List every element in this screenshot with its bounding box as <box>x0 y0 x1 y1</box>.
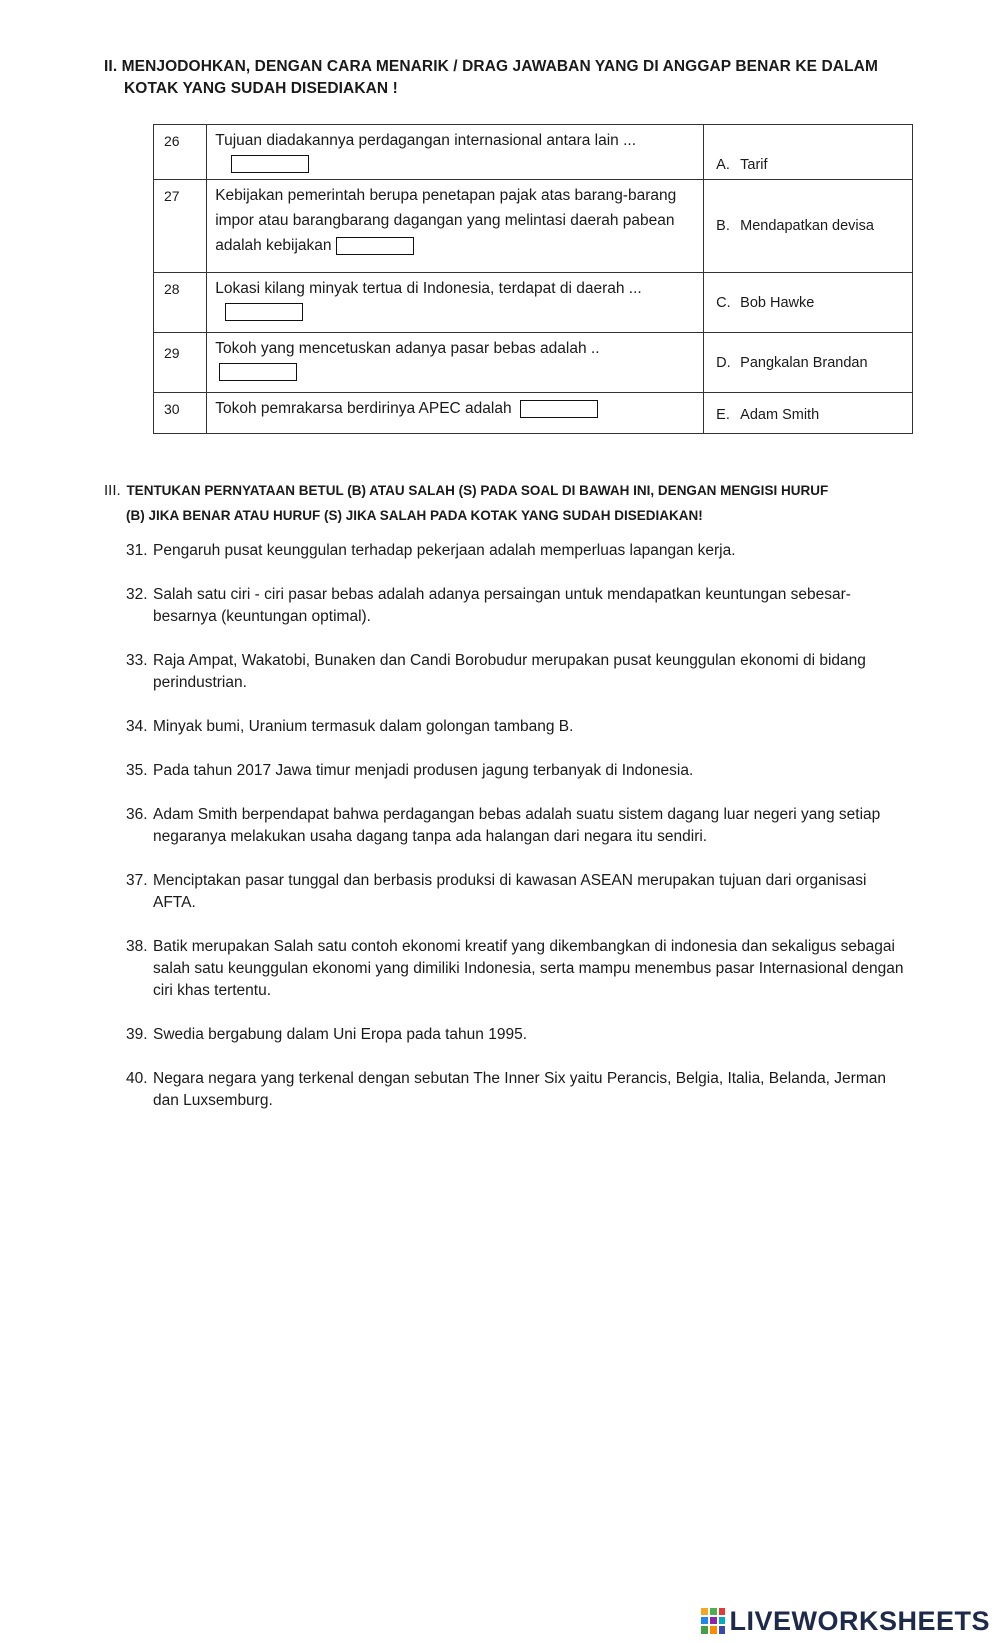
question-text-cell <box>207 393 704 434</box>
question-text: Tujuan diadakannya perdagangan internasional antara lain ... <box>215 132 637 149</box>
list-item <box>126 870 906 914</box>
statement-number: 33. <box>126 652 148 669</box>
table-row <box>154 333 913 393</box>
option-letter: A. <box>716 157 730 173</box>
section-2-heading-line1: II. MENJODOHKAN, DENGAN CARA MENARIK / DRAG JAWABAN YANG DI ANGGAP BENAR KE DALAM <box>104 58 878 75</box>
question-text-cell <box>207 180 704 273</box>
table-row <box>154 273 913 333</box>
question-number: 26 <box>154 125 207 180</box>
statement-number: 40. <box>126 1070 148 1087</box>
question-number: 27 <box>154 180 207 273</box>
statement-text: Negara negara yang terkenal dengan sebutan The Inner Six yaitu Perancis, Belgia, Italia, Belanda, Jerman dan Luxsemburg. <box>153 1070 886 1109</box>
answer-drop-box[interactable] <box>520 400 598 418</box>
option-text: Tarif <box>740 157 768 173</box>
statement-text: Adam Smith berpendapat bahwa perdagangan bebas adalah suatu sistem dagang luar negeri yang setiap negaranya melakukan usaha dagang tanpa ada halangan dari negara itu sendiri. <box>153 806 881 845</box>
answer-drop-box[interactable] <box>336 237 414 255</box>
statement-text: Swedia bergabung dalam Uni Eropa pada tahun 1995. <box>153 1026 527 1043</box>
section-3-heading <box>104 478 924 528</box>
section-2-heading <box>104 56 904 100</box>
question-number: 28 <box>154 273 207 333</box>
statement-text: Pengaruh pusat keunggulan terhadap pekerjaan adalah memperluas lapangan kerja. <box>153 542 736 559</box>
section-3-heading-line1: TENTUKAN PERNYATAAN BETUL (B) ATAU SALAH (S) PADA SOAL DI BAWAH INI, DENGAN MENGISI HURUF <box>126 483 829 498</box>
answer-option[interactable] <box>704 273 913 333</box>
section-2-heading-line2: KOTAK YANG SUDAH DISEDIAKAN ! <box>124 80 398 97</box>
question-text-cell <box>207 333 704 393</box>
answer-option[interactable] <box>704 125 913 180</box>
matching-table <box>153 124 913 434</box>
table-row <box>154 125 913 180</box>
question-text: Kebijakan pemerintah berupa penetapan pajak atas barang-barang impor atau barangbarang dagangan yang melintasi daerah pabean adalah kebijakan <box>215 187 677 254</box>
question-text: Lokasi kilang minyak tertua di Indonesia, terdapat di daerah ... <box>215 280 642 297</box>
question-text: Tokoh pemrakarsa berdirinya APEC adalah <box>215 400 512 417</box>
statement-list <box>126 540 906 1134</box>
answer-option[interactable] <box>704 393 913 434</box>
liveworksheets-logo-icon <box>700 1607 726 1635</box>
option-text: Bob Hawke <box>740 294 815 311</box>
list-item <box>126 1024 906 1046</box>
answer-drop-box[interactable] <box>219 363 297 381</box>
option-text: Mendapatkan devisa <box>740 218 874 234</box>
list-item <box>126 1068 906 1112</box>
option-letter: E. <box>716 407 730 423</box>
section-3-heading-line2: (B) JIKA BENAR ATAU HURUF (S) JIKA SALAH PADA KOTAK YANG SUDAH DISEDIAKAN! <box>126 508 703 523</box>
list-item <box>126 540 906 562</box>
statement-number: 31. <box>126 542 148 559</box>
answer-option[interactable] <box>704 180 913 273</box>
option-text: Pangkalan Brandan <box>740 354 868 371</box>
option-text: Adam Smith <box>740 407 820 423</box>
question-number: 29 <box>154 333 207 393</box>
list-item <box>126 716 906 738</box>
answer-option[interactable] <box>704 333 913 393</box>
table-row <box>154 393 913 434</box>
statement-text: Pada tahun 2017 Jawa timur menjadi produsen jagung terbanyak di Indonesia. <box>153 762 694 779</box>
answer-drop-box[interactable] <box>231 155 309 173</box>
statement-number: 35. <box>126 762 148 779</box>
question-text-cell <box>207 273 704 333</box>
table-row <box>154 180 913 273</box>
liveworksheets-logo-text: LIVEWORKSHEETS <box>729 1605 990 1636</box>
option-letter: D. <box>716 354 731 371</box>
option-letter: C. <box>716 294 731 311</box>
statement-text: Batik merupakan Salah satu contoh ekonomi kreatif yang dikembangkan di indonesia dan sekaligus sebagai salah satu keunggulan ekonomi yang dimiliki Indonesia, serta mampu menembus pasar Internasional dengan ciri khas tertentu. <box>153 938 904 999</box>
statement-number: 36. <box>126 806 148 823</box>
question-number: 30 <box>154 393 207 434</box>
statement-number: 38. <box>126 938 148 955</box>
statement-number: 32. <box>126 586 148 603</box>
statement-number: 34. <box>126 718 148 735</box>
list-item <box>126 760 906 782</box>
section-3-roman: III. <box>104 482 121 499</box>
answer-drop-box[interactable] <box>225 303 303 321</box>
question-text-cell <box>207 125 704 180</box>
option-letter: B. <box>716 218 730 234</box>
statement-number: 39. <box>126 1026 148 1043</box>
statement-number: 37. <box>126 872 148 889</box>
statement-text: Menciptakan pasar tunggal dan berbasis produksi di kawasan ASEAN merupakan tujuan dari organisasi AFTA. <box>153 872 867 911</box>
list-item <box>126 650 906 694</box>
statement-text: Salah satu ciri - ciri pasar bebas adalah adanya persaingan untuk mendapatkan keuntungan sebesar- besarnya (keuntungan optimal). <box>153 586 851 625</box>
statement-text: Raja Ampat, Wakatobi, Bunaken dan Candi Borobudur merupakan pusat keunggulan ekonomi di bidang perindustrian. <box>153 652 866 691</box>
list-item <box>126 584 906 628</box>
question-text: Tokoh yang mencetuskan adanya pasar bebas adalah .. <box>215 340 600 357</box>
list-item <box>126 804 906 848</box>
list-item <box>126 936 906 1002</box>
statement-text: Minyak bumi, Uranium termasuk dalam golongan tambang B. <box>153 718 574 735</box>
liveworksheets-logo <box>700 1605 990 1637</box>
